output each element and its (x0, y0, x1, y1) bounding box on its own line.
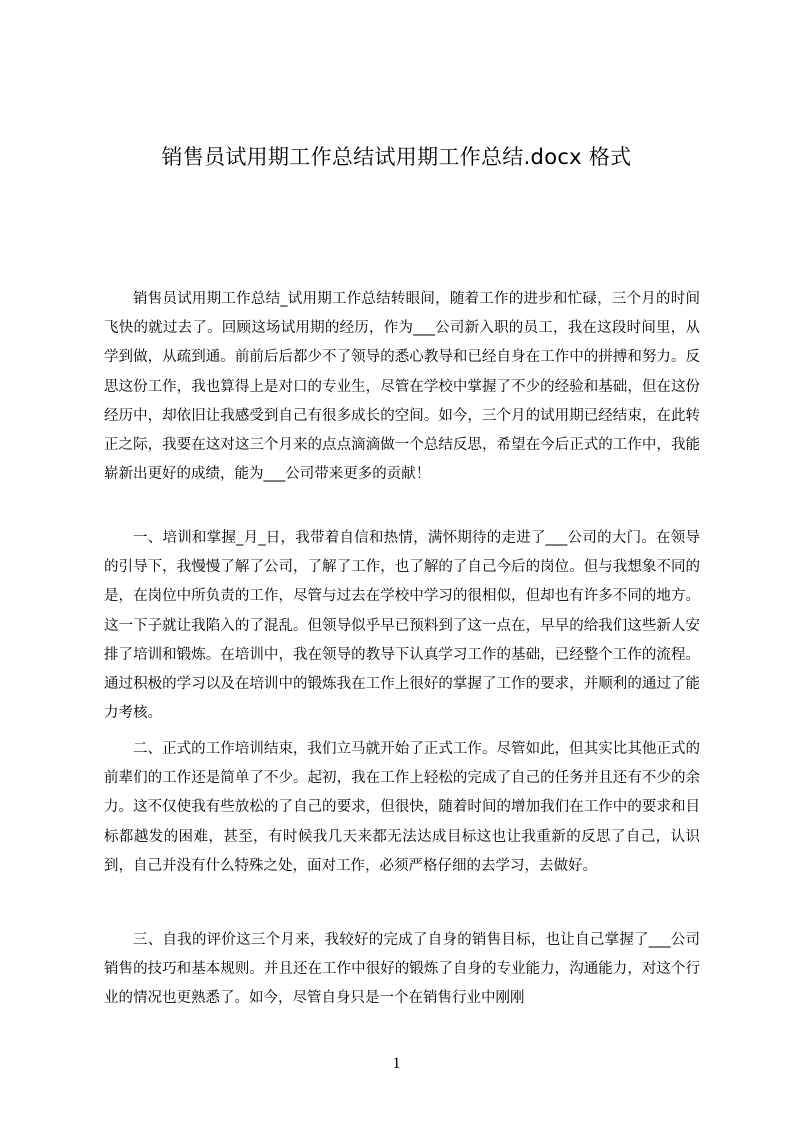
paragraph-intro: 销售员试用期工作总结_试用期工作总结转眼间，随着工作的进步和忙碌，三个月的时间飞快的就过去了。回顾这场试用期的经历，作为___公司新入职的员工，我在这段时间里，从学到做，从疏到通。前前后后都少不了领导的悉心教导和已经自身在工作中的拼搏和努力。反思这份工作，我也算得上是对口的专业生，尽管在学校中掌握了不少的经验和基础，但在这份经历中，却依旧让我感受到自己有很多成长的空间。如今，三个月的试用期已经结束，在此转正之际，我要在这对这三个月来的点点滴滴做一个总结反思，希望在今后正式的工作中，我能崭新出更好的成绩，能为___公司带来更多的贡献！ (104, 291, 700, 483)
paragraph-self-evaluation: 三、自我的评价这三个月来，我较好的完成了自身的销售目标，也让自己掌握了___公司销售的技巧和基本规则。并且还在工作中很好的锻炼了自身的专业能力，沟通能力，对这个行业的情况也更熟悉了。如今，尽管自身只是一个在销售行业中刚刚 (104, 932, 700, 1007)
paragraph-formal-work: 二、正式的工作培训结束，我们立马就开始了正式工作。尽管如此，但其实比其他正式的前辈们的工作还是简单了不少。起初，我在工作上轻松的完成了自己的任务并且还有不少的余力。这不仅使我有些放松的了自己的要求，但很快，随着时间的增加我们在工作中的要求和目标都越发的困难，甚至，有时候我几天来都无法达成目标这也让我重新的反思了自己，认识到，自己并没有什么特殊之处，面对工作，必须严格仔细的去学习，去做好。 (104, 741, 700, 874)
paragraph-training: 一、培训和掌握_月_日，我带着自信和热情，满怀期待的走进了___公司的大门。在领导的引导下，我慢慢了解了公司，了解了工作，也了解的了自己今后的岗位。但与我想象不同的是，在岗位中所负责的工作，尽管与过去在学校中学习的很相似，但却也有许多不同的地方。这一下子就让我陷入的了混乱。但领导似乎早已预料到了这一点在，早早的给我们这些新人安排了培训和锻炼。在培训中，我在领导的教导下认真学习工作的基础，已经整个工作的流程。通过积极的学习以及在培训中的锻炼我在工作上很好的掌握了工作的要求，并顺利的通过了能力考核。 (104, 530, 700, 722)
page-number: 1 (392, 1055, 401, 1072)
document-title: 销售员试用期工作总结试用期工作总结.docx 格式 (161, 145, 632, 169)
